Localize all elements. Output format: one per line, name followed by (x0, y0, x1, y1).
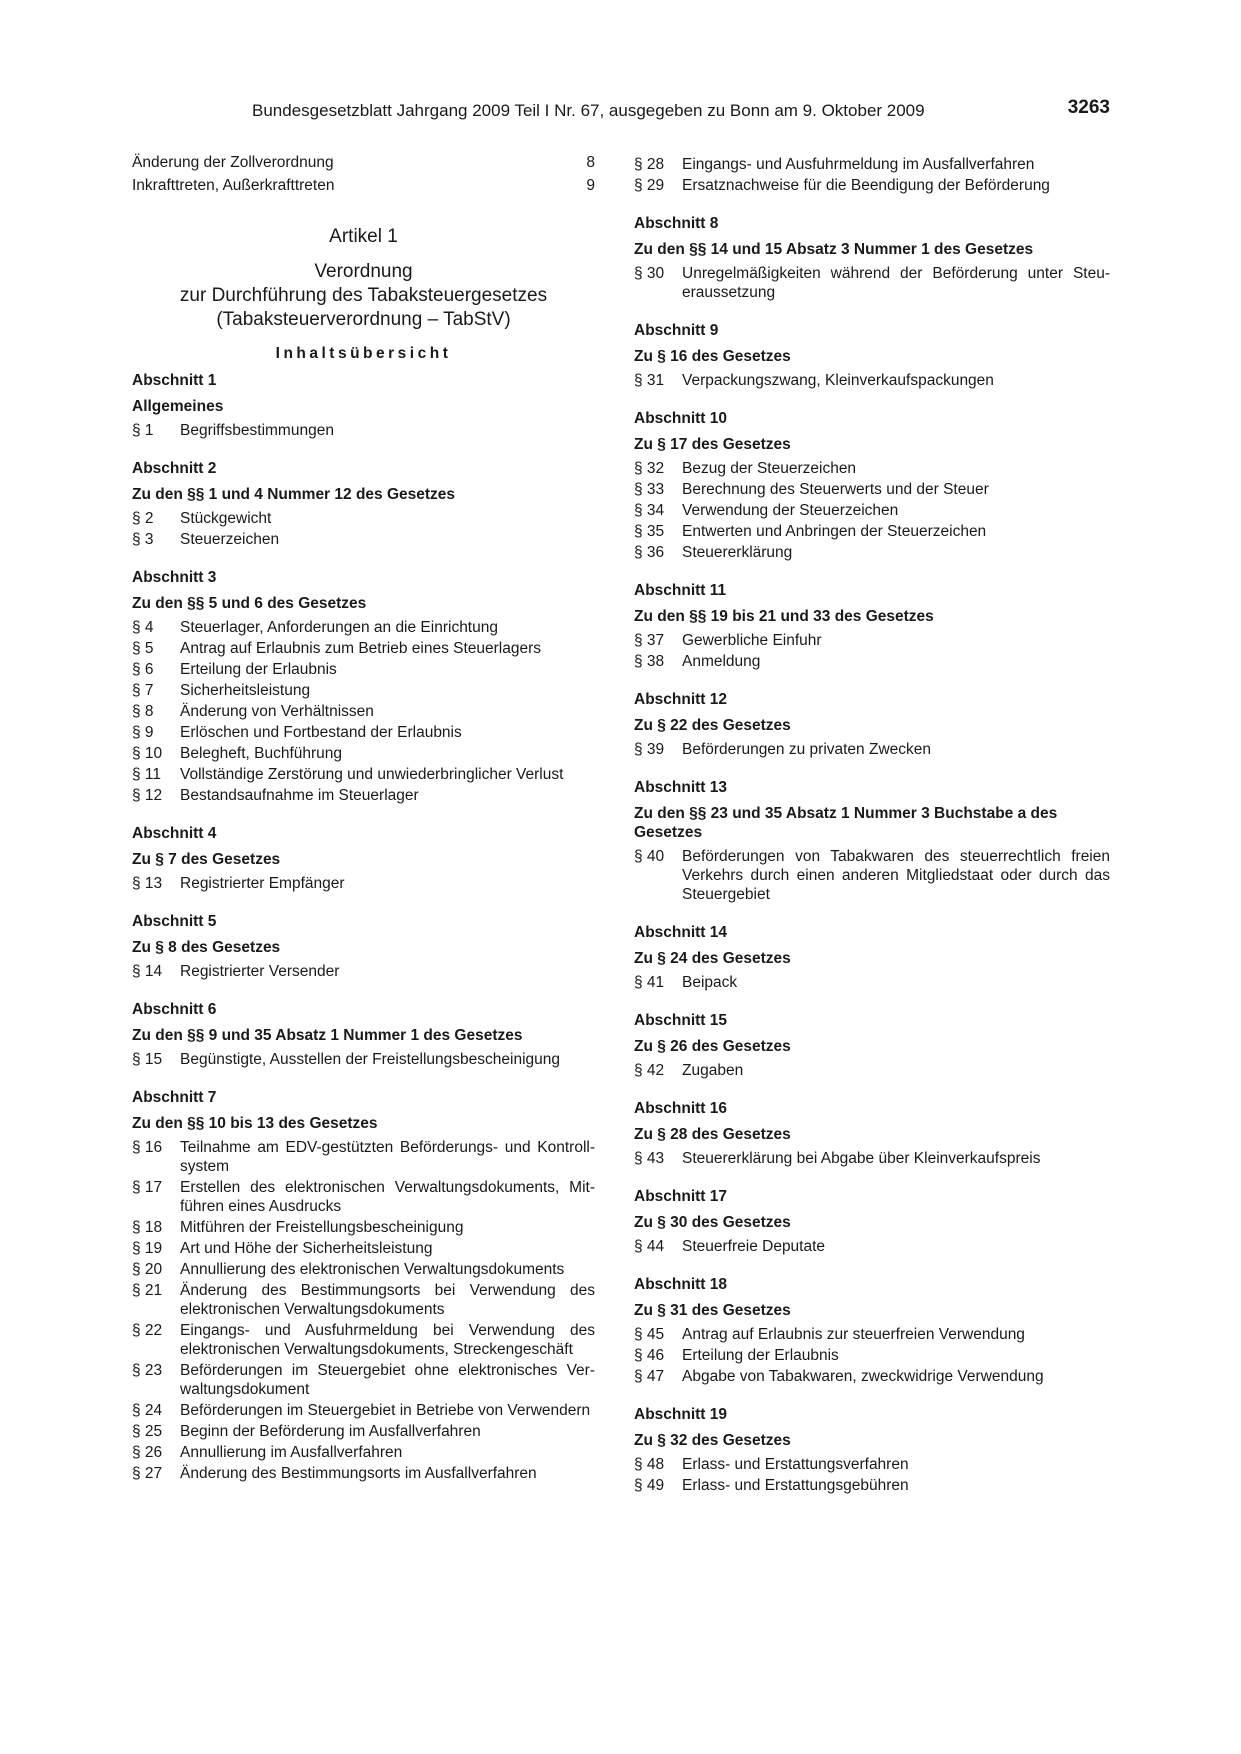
paragraph-number: § 49 (634, 1477, 665, 1494)
toc-entry (634, 264, 1110, 302)
paragraph-number: § 15 (132, 1051, 163, 1068)
paragraph-number: § 27 (132, 1465, 163, 1482)
paragraph-title: Belegheft, Buchführung (180, 745, 343, 762)
paragraph-number: § 24 (132, 1402, 163, 1419)
toc-entry (634, 973, 1110, 992)
paragraph-title: Steuerlager, Anforderungen an die Einrichtung (180, 619, 498, 636)
toc-entry (132, 874, 595, 893)
toc-entry (132, 639, 595, 658)
toc-entry (132, 1239, 595, 1258)
section-heading: Abschnitt 7 (132, 1089, 217, 1106)
paragraph-title: Beförderungen im Steuergebiet ohne elektronisches Ver-waltungsdokument (180, 1362, 595, 1398)
toc-entry (634, 740, 1110, 759)
paragraph-number: § 13 (132, 875, 163, 892)
paragraph-title: Teilnahme am EDV-gestützten Beförderungs- und Kontroll-system (180, 1139, 595, 1175)
paragraph-title: Änderung des Bestimmungsorts im Ausfallverfahren (180, 1465, 537, 1482)
toc-entry (132, 1401, 595, 1420)
toc-entry (132, 1050, 595, 1069)
toc-entry (132, 1281, 595, 1319)
paragraph-number: § 44 (634, 1238, 665, 1255)
toc-heading: Inhaltsübersicht (275, 345, 452, 362)
paragraph-title: Antrag auf Erlaubnis zur steuerfreien Verwendung (682, 1326, 1025, 1343)
paragraph-number: § 36 (634, 544, 665, 561)
article-title-line: zur Durchführung des Tabaksteuergesetzes (179, 285, 548, 306)
toc-entry (132, 530, 595, 549)
toc-entry (132, 1361, 595, 1399)
section-subheading: Zu § 26 des Gesetzes (634, 1038, 791, 1055)
toc-entry (634, 371, 1110, 390)
paragraph-number: § 14 (132, 963, 163, 980)
toc-entry (132, 618, 595, 637)
section-heading: Abschnitt 5 (132, 913, 217, 930)
paragraph-title: Abgabe von Tabakwaren, zweckwidrige Verwendung (682, 1368, 1044, 1385)
toc-entry (634, 501, 1110, 520)
toc-entry (132, 1178, 595, 1216)
toc-entry (634, 480, 1110, 499)
toc-entry (132, 1218, 595, 1237)
section-heading: Abschnitt 16 (634, 1100, 728, 1117)
paragraph-title: Änderung von Verhältnissen (180, 703, 374, 720)
toc-entry (634, 155, 1110, 174)
section-heading: Abschnitt 17 (634, 1188, 728, 1205)
page-number: 3263 (1067, 97, 1110, 118)
paragraph-title: Bezug der Steuerzeichen (682, 460, 857, 477)
section-heading: Abschnitt 11 (634, 582, 727, 599)
paragraph-number: § 31 (634, 372, 665, 389)
right-column (634, 153, 1110, 1497)
section-subheading: Zu § 24 des Gesetzes (634, 950, 791, 967)
paragraph-number: § 41 (634, 974, 665, 991)
paragraph-title: Erstellen des elektronischen Verwaltungsdokuments, Mit-führen eines Ausdrucks (180, 1179, 595, 1215)
toc-entry (634, 631, 1110, 650)
article-title-line: Verordnung (314, 261, 413, 282)
paragraph-title: Begünstigte, Ausstellen der Freistellungsbescheinigung (180, 1051, 560, 1068)
paragraph-title: Entwerten und Anbringen der Steuerzeichen (682, 523, 987, 540)
section-heading: Abschnitt 3 (132, 569, 217, 586)
toc-entry (132, 1443, 595, 1462)
toc-entry (634, 543, 1110, 562)
paragraph-number: § 23 (132, 1362, 163, 1379)
toc-entry (634, 1325, 1110, 1344)
section-subheading: Zu § 17 des Gesetzes (634, 436, 791, 453)
paragraph-number: § 3 (132, 531, 154, 548)
paragraph-title: Mitführen der Freistellungsbescheinigung (180, 1219, 464, 1236)
toc-entry (634, 1367, 1110, 1386)
section-subheading: Zu § 32 des Gesetzes (634, 1432, 791, 1449)
paragraph-title: Eingangs- und Ausfuhrmeldung im Ausfallverfahren (682, 156, 1035, 173)
section-subheading: Zu den §§ 10 bis 13 des Gesetzes (132, 1115, 378, 1132)
toc-top-row-text: Änderung der Zollverordnung (132, 154, 334, 171)
paragraph-number: § 32 (634, 460, 665, 477)
toc-entry (634, 459, 1110, 478)
section-subheading: Zu § 28 des Gesetzes (634, 1126, 791, 1143)
toc-entry (132, 660, 595, 679)
paragraph-title: Erteilung der Erlaubnis (682, 1347, 839, 1364)
paragraph-title: Steuerzeichen (180, 531, 280, 548)
paragraph-title: Zugaben (682, 1062, 744, 1079)
paragraph-title: Verpackungszwang, Kleinverkaufspackungen (682, 372, 994, 389)
right-sections (634, 155, 1110, 1495)
section-subheading: Zu den §§ 23 und 35 Absatz 1 Nummer 3 Buchstabe a des Gesetzes (634, 805, 1058, 841)
toc-top-row-number: 8 (586, 154, 595, 171)
paragraph-number: § 26 (132, 1444, 163, 1461)
paragraph-number: § 43 (634, 1150, 665, 1167)
paragraph-number: § 22 (132, 1322, 163, 1339)
paragraph-number: § 25 (132, 1423, 163, 1440)
paragraph-title: Bestandsaufnahme im Steuerlager (180, 787, 419, 804)
paragraph-title: Eingangs- und Ausfuhrmeldung bei Verwendung des elektronischen Verwaltungsdokuments, Streckengeschäft (180, 1322, 595, 1358)
paragraph-title: Erteilung der Erlaubnis (180, 661, 337, 678)
section-heading: Abschnitt 8 (634, 215, 719, 232)
section-subheading: Zu den §§ 9 und 35 Absatz 1 Nummer 1 des Gesetzes (132, 1027, 523, 1044)
paragraph-number: § 48 (634, 1456, 665, 1473)
section-heading: Abschnitt 1 (132, 372, 217, 389)
paragraph-title: Steuerfreie Deputate (682, 1238, 826, 1255)
paragraph-title: Beförderungen von Tabakwaren des steuerrechtlich freien Verkehrs durch einen anderen Mitgliedstaat oder durch das Steuergebiet (682, 848, 1110, 903)
paragraph-number: § 19 (132, 1240, 163, 1257)
toc-entry (132, 1260, 595, 1279)
paragraph-number: § 4 (132, 619, 154, 636)
section-heading: Abschnitt 15 (634, 1012, 728, 1029)
toc-top-row (132, 153, 595, 176)
paragraph-title: Ersatznachweise für die Beendigung der Beförderung (682, 177, 1050, 194)
paragraph-number: § 21 (132, 1282, 163, 1299)
paragraph-title: Erlass- und Erstattungsverfahren (682, 1456, 909, 1473)
toc-entry (132, 786, 595, 805)
section-heading: Abschnitt 9 (634, 322, 719, 339)
toc-entry (634, 1346, 1110, 1365)
section-subheading: Zu den §§ 1 und 4 Nummer 12 des Gesetzes (132, 486, 456, 503)
paragraph-title: Steuererklärung (682, 544, 793, 561)
toc-entry (132, 1464, 595, 1483)
section-heading: Abschnitt 4 (132, 825, 217, 842)
paragraph-title: Art und Höhe der Sicherheitsleistung (180, 1240, 433, 1257)
toc-entry (132, 962, 595, 981)
paragraph-number: § 2 (132, 510, 154, 527)
toc-entry (634, 1061, 1110, 1080)
paragraph-title: Vollständige Zerstörung und unwiederbringlicher Verlust (180, 766, 564, 783)
section-heading: Abschnitt 6 (132, 1001, 217, 1018)
paragraph-title: Änderung des Bestimmungsorts bei Verwendung des elektronischen Verwaltungsdokuments (180, 1282, 595, 1318)
toc-entry (132, 681, 595, 700)
paragraph-number: § 1 (132, 422, 154, 439)
paragraph-title: Beginn der Beförderung im Ausfallverfahren (180, 1423, 481, 1440)
toc-entry (634, 1149, 1110, 1168)
toc-top-row-text: Inkrafttreten, Außerkrafttreten (132, 177, 335, 194)
toc-entry (634, 522, 1110, 541)
paragraph-number: § 37 (634, 632, 665, 649)
section-heading: Abschnitt 10 (634, 410, 728, 427)
paragraph-number: § 29 (634, 177, 665, 194)
paragraph-number: § 45 (634, 1326, 665, 1343)
paragraph-title: Verwendung der Steuerzeichen (682, 502, 899, 519)
article-title (132, 260, 595, 332)
paragraph-number: § 12 (132, 787, 163, 804)
paragraph-title: Begriffsbestimmungen (180, 422, 334, 439)
toc-entry (634, 176, 1110, 195)
toc-entry (634, 1237, 1110, 1256)
paragraph-number: § 11 (132, 766, 162, 783)
paragraph-number: § 18 (132, 1219, 163, 1236)
paragraph-number: § 46 (634, 1347, 665, 1364)
gazette-title: Bundesgesetzblatt Jahrgang 2009 Teil I Nr. 67, ausgegeben zu Bonn am 9. Oktober 2009 (252, 101, 925, 120)
left-column (132, 153, 595, 1485)
paragraph-number: § 9 (132, 724, 154, 741)
paragraph-title: Beförderungen im Steuergebiet in Betriebe von Verwendern (180, 1402, 591, 1419)
paragraph-number: § 38 (634, 653, 665, 670)
paragraph-title: Beipack (682, 974, 738, 991)
paragraph-title: Stückgewicht (180, 510, 272, 527)
section-subheading: Zu den §§ 19 bis 21 und 33 des Gesetzes (634, 608, 934, 625)
paragraph-number: § 39 (634, 741, 665, 758)
paragraph-title: Gewerbliche Einfuhr (682, 632, 822, 649)
paragraph-number: § 34 (634, 502, 665, 519)
toc-entry (132, 421, 595, 440)
section-subheading: Zu § 31 des Gesetzes (634, 1302, 791, 1319)
section-subheading: Zu § 7 des Gesetzes (132, 851, 281, 868)
page-header (132, 98, 1110, 126)
article-title-line: (Tabaksteuerverordnung – TabStV) (216, 309, 511, 330)
paragraph-number: § 16 (132, 1139, 163, 1156)
section-subheading: Zu § 16 des Gesetzes (634, 348, 791, 365)
section-subheading: Zu § 22 des Gesetzes (634, 717, 791, 734)
section-subheading: Zu den §§ 5 und 6 des Gesetzes (132, 595, 367, 612)
toc-entry (132, 744, 595, 763)
section-subheading: Zu den §§ 14 und 15 Absatz 3 Nummer 1 des Gesetzes (634, 241, 1034, 258)
toc-entry (634, 652, 1110, 671)
toc-top-row (132, 176, 595, 199)
paragraph-title: Erlöschen und Fortbestand der Erlaubnis (180, 724, 462, 741)
toc-entry (634, 847, 1110, 904)
paragraph-title: Anmeldung (682, 653, 761, 670)
toc-entry (634, 1455, 1110, 1474)
toc-entry (132, 1138, 595, 1176)
section-subheading: Allgemeines (132, 398, 224, 415)
paragraph-number: § 6 (132, 661, 154, 678)
paragraph-number: § 8 (132, 703, 154, 720)
section-heading: Abschnitt 14 (634, 924, 728, 941)
paragraph-title: Beförderungen zu privaten Zwecken (682, 741, 932, 758)
paragraph-number: § 35 (634, 523, 665, 540)
left-sections (132, 371, 595, 1483)
article-label: Artikel 1 (329, 226, 398, 247)
section-subheading: Zu § 8 des Gesetzes (132, 939, 281, 956)
section-subheading: Zu § 30 des Gesetzes (634, 1214, 791, 1231)
toc-entry (132, 723, 595, 742)
toc-entry (634, 1476, 1110, 1495)
paragraph-title: Sicherheitsleistung (180, 682, 311, 699)
section-heading: Abschnitt 2 (132, 460, 217, 477)
paragraph-number: § 7 (132, 682, 154, 699)
paragraph-number: § 5 (132, 640, 154, 657)
paragraph-title: Antrag auf Erlaubnis zum Betrieb eines Steuerlagers (180, 640, 542, 657)
toc-entry (132, 765, 595, 784)
toc-entry (132, 702, 595, 721)
section-heading: Abschnitt 18 (634, 1276, 728, 1293)
paragraph-title: Registrierter Empfänger (180, 875, 345, 892)
paragraph-title: Registrierter Versender (180, 963, 340, 980)
toc-entry (132, 1422, 595, 1441)
section-heading: Abschnitt 13 (634, 779, 728, 796)
paragraph-title: Berechnung des Steuerwerts und der Steuer (682, 481, 989, 498)
section-heading: Abschnitt 12 (634, 691, 728, 708)
paragraph-number: § 10 (132, 745, 163, 762)
paragraph-number: § 20 (132, 1261, 163, 1278)
paragraph-title: Erlass- und Erstattungsgebühren (682, 1477, 909, 1494)
paragraph-title: Unregelmäßigkeiten während der Beförderung unter Steu-eraussetzung (682, 265, 1110, 301)
paragraph-number: § 42 (634, 1062, 665, 1079)
paragraph-number: § 28 (634, 156, 665, 173)
paragraph-number: § 47 (634, 1368, 665, 1385)
paragraph-number: § 30 (634, 265, 665, 282)
paragraph-number: § 40 (634, 848, 665, 865)
paragraph-number: § 33 (634, 481, 665, 498)
paragraph-title: Steuererklärung bei Abgabe über Kleinverkaufspreis (682, 1150, 1041, 1167)
toc-top-row-number: 9 (586, 177, 595, 194)
toc-entry (132, 509, 595, 528)
section-heading: Abschnitt 19 (634, 1406, 728, 1423)
toc-entry (132, 1321, 595, 1359)
paragraph-title: Annullierung im Ausfallverfahren (180, 1444, 403, 1461)
paragraph-number: § 17 (132, 1179, 163, 1196)
paragraph-title: Annullierung des elektronischen Verwaltungsdokuments (180, 1261, 565, 1278)
